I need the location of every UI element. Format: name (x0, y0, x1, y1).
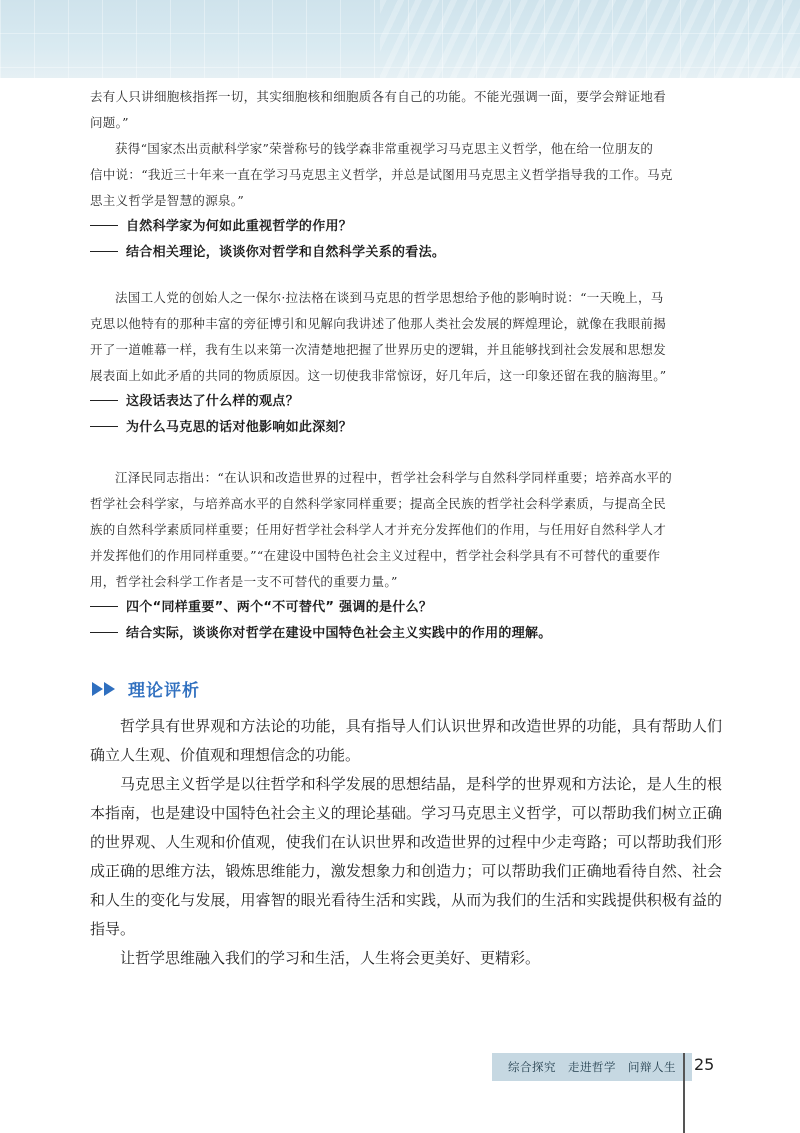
dash-icon (90, 225, 118, 226)
block3-line: 族的自然科学素质同样重要；任用好哲学社会科学人才并充分发挥他们的作用，与任用好自然科学人才 (90, 522, 667, 537)
body-paragraph: 哲学具有世界观和方法论的功能，具有指导人们认识世界和改造世界的功能，具有帮助人们确立人生观、价值观和理想信念的功能。 (90, 717, 722, 764)
question-item (90, 214, 720, 240)
section-heading (92, 676, 200, 701)
body-paragraph: 马克思主义哲学是以往哲学和科学发展的思想结晶，是科学的世界观和方法论，是人生的根本指南，也是建设中国特色社会主义的理论基础。学习马克思主义哲学，可以帮助我们树立正确的世界观、人生观和价值观，使我们在认识世界和改造世界的过程中少走弯路；可以帮助我们形成正确的思维方法，锻炼思维能力，激发想象力和创造力；可以帮助我们正确地看待自然、社会和人生的变化与发展，用睿智的眼光看待生活和实践，从而为我们的生活和实践提供积极有益的指导。 (90, 775, 722, 938)
page-edge-rule (683, 1053, 685, 1133)
block1-line: 思主义哲学是智慧的源泉。” (90, 193, 245, 208)
question-text: 结合相关理论，谈谈你对哲学和自然科学关系的看法。 (126, 245, 446, 260)
block2-line: 法国工人党的创始人之一保尔·拉法格在谈到马克思的哲学思想给予他的影响时说：“一天晚上，马 (115, 290, 664, 305)
block3-line: 江泽民同志指出：“在认识和改造世界的过程中，哲学社会科学与自然科学同样重要；培养高水平的 (115, 470, 673, 485)
section-title: 理论评析 (128, 681, 200, 701)
banner-stripe-pattern (380, 0, 800, 78)
block1-line: 信中说：“我近三十年来一直在学习马克思主义哲学，并总是试图用马克思主义哲学指导我的工作。马克 (90, 167, 673, 182)
block2-line: 开了一道帷幕一样，我有生以来第一次清楚地把握了世界历史的逻辑，并且能够找到社会发展和思想发 (90, 342, 667, 357)
question-text: 为什么马克思的话对他影响如此深刻？ (126, 420, 353, 435)
body-paragraph: 让哲学思维融入我们的学习和生活，人生将会更美好、更精彩。 (120, 949, 541, 967)
question-item (90, 389, 720, 415)
block1-line: 获得“国家杰出贡献科学家”荣誉称号的钱学森非常重视学习马克思主义哲学，他在给一位朋友的 (115, 141, 654, 156)
question-item (90, 415, 720, 441)
footer-item: 综合探究 (508, 1060, 556, 1074)
question-item (90, 240, 720, 266)
block2-line: 克思以他特有的那种丰富的旁征博引和见解向我讲述了他那人类社会发展的辉煌理论，就像在我眼前揭 (90, 316, 667, 331)
dash-icon (90, 251, 118, 252)
analysis-body (90, 712, 722, 973)
quote-block-1 (90, 84, 720, 266)
footer-item: 走进哲学 (568, 1060, 616, 1074)
question-text: 结合实际，谈谈你对哲学在建设中国特色社会主义实践中的作用的理解。 (126, 626, 552, 641)
question-text: 四个“同样重要”、两个“不可替代” 强调的是什么？ (126, 600, 433, 615)
quote-block-2 (90, 285, 720, 441)
block3-line: 并发挥他们的作用同样重要。”“在建设中国特色社会主义过程中，哲学社会科学具有不可替代的重要作 (90, 548, 661, 563)
double-arrow-icon (92, 682, 116, 696)
block1-line: 问题。” (90, 115, 129, 130)
quote-block-3 (90, 465, 720, 647)
block3-line: 用，哲学社会科学工作者是一支不可替代的重要力量。” (90, 574, 398, 589)
block1-line: 去有人只讲细胞核指挥一切，其实细胞核和细胞质各有自己的功能。不能光强调一面，要学会辩证地看 (90, 89, 667, 104)
footer-item: 问辩人生 (628, 1060, 676, 1074)
question-item (90, 595, 720, 621)
dash-icon (90, 426, 118, 427)
dash-icon (90, 400, 118, 401)
top-banner (0, 0, 800, 78)
dash-icon (90, 606, 118, 607)
question-text: 这段话表达了什么样的观点？ (126, 394, 299, 409)
dash-icon (90, 632, 118, 633)
running-footer (492, 1053, 692, 1081)
block2-line: 展表面上如此矛盾的共同的物质原因。这一切使我非常惊讶，好几年后，这一印象还留在我的脑海里。” (90, 368, 667, 383)
page-number: 25 (694, 1055, 715, 1074)
question-item (90, 621, 720, 647)
question-text: 自然科学家为何如此重视哲学的作用？ (126, 219, 353, 234)
block3-line: 哲学社会科学家，与培养高水平的自然科学家同样重要；提高全民族的哲学社会科学素质，与提高全民 (90, 496, 667, 511)
